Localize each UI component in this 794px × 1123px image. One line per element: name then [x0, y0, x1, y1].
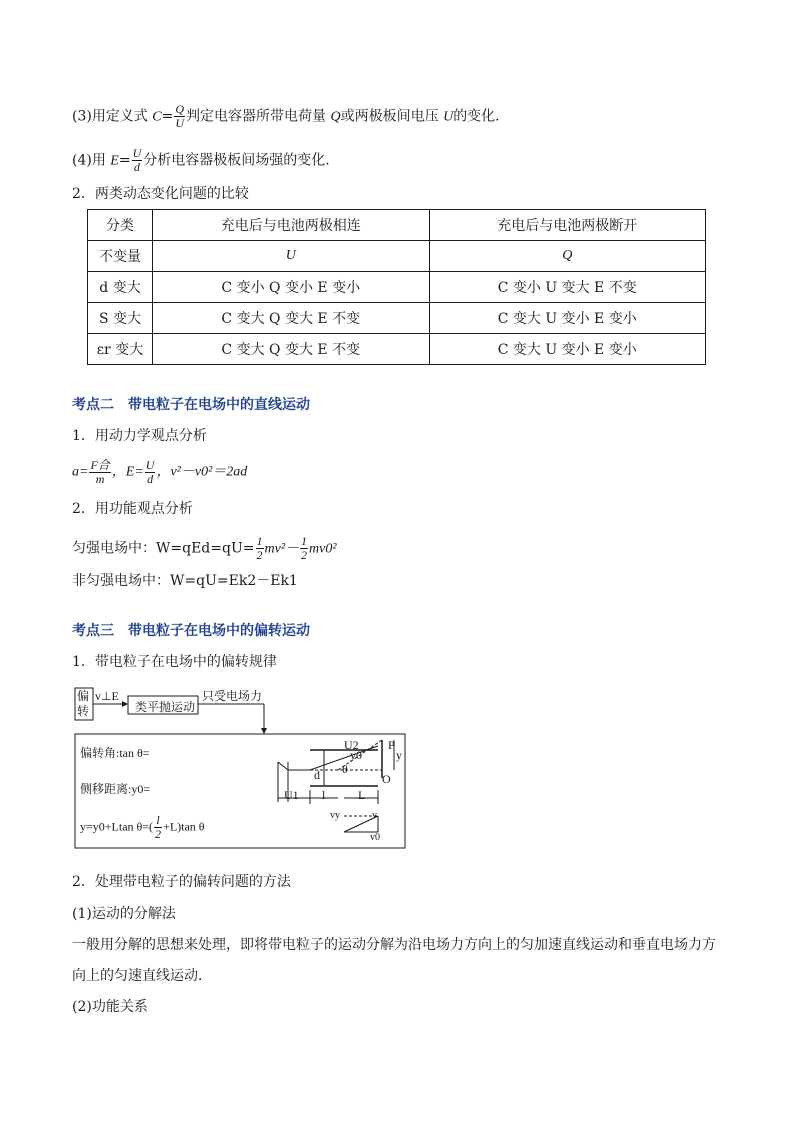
formula-part: y=y0+Ltan θ=(	[80, 819, 154, 834]
fraction-numerator: Q	[175, 102, 185, 116]
q-over-u-fraction	[174, 103, 185, 130]
u-over-d-fraction	[132, 147, 143, 174]
method-title: 2．处理带电粒子的偏转问题的方法	[72, 874, 291, 890]
u2-label: U2	[344, 738, 359, 752]
fraction-numerator: U	[145, 458, 155, 472]
fraction-denominator: 2	[256, 548, 263, 562]
table-cell: C 变大 U 变小 E 变小	[429, 334, 706, 365]
nonuniform-field-formula: 非匀强电场中：W=qU=Ek2－Ek1	[72, 573, 298, 589]
fraction-denominator: 2	[155, 827, 162, 841]
fraction-denominator: d	[133, 160, 140, 174]
table-cell: C 变大 Q 变大 E 不变	[153, 334, 430, 365]
table-row	[88, 334, 706, 365]
table-cell: 不变量	[88, 241, 153, 272]
perpendicular-condition: v⊥E	[95, 689, 119, 703]
decomposition-title: (1)运动的分解法	[72, 906, 176, 922]
energy-title: 2．用功能观点分析	[72, 501, 193, 517]
energy-relation-title: (2)功能关系	[72, 999, 148, 1015]
item-4-prefix: (4)用	[72, 152, 111, 169]
table-header-cell: 充电后与电池两极相连	[153, 210, 430, 241]
force-fraction	[89, 459, 110, 486]
fraction-numerator: l	[154, 814, 162, 828]
section-2-heading	[72, 396, 310, 414]
table-cell: C 变大 U 变小 E 变小	[429, 303, 706, 334]
table-header-cell: 充电后与电池两极断开	[429, 210, 706, 241]
section-2-number: 考点二	[72, 397, 114, 413]
table-cell: d 变大	[88, 272, 153, 303]
deflection-angle-formula: 偏转角:tan θ=	[80, 746, 150, 760]
equals-sign: =	[161, 108, 174, 125]
capacitance-symbol: C	[152, 109, 162, 125]
dynamics-formula	[72, 459, 247, 486]
half-fraction	[256, 535, 264, 562]
l-label: l	[322, 788, 326, 802]
item-4-text: 分析电容器极板间场强的变化．	[143, 152, 340, 169]
vy-label: vy	[330, 810, 340, 821]
uniform-field-formula	[72, 535, 337, 562]
half-l-fraction	[154, 814, 162, 841]
fraction-numerator: F合	[90, 458, 110, 472]
equals-sign: =	[118, 152, 131, 169]
table-row	[88, 303, 706, 334]
only-electric-force-label: 只受电场力	[202, 689, 263, 703]
decomposition-text-2: 向上的匀速直线运动．	[72, 968, 212, 984]
table-cell: C 变小 Q 变小 E 变小	[153, 272, 430, 303]
formula-part: mv²－	[264, 541, 300, 557]
deflection-rule-title: 1．带电粒子在电场中的偏转规律	[72, 654, 277, 670]
table-cell: U	[153, 241, 430, 272]
table-cell: S 变大	[88, 303, 153, 334]
fraction-numerator: 1	[256, 534, 263, 548]
fraction-denominator: U	[175, 116, 185, 130]
section-3-number: 考点三	[72, 623, 114, 639]
item-3-mid-text: 或两极板间电压	[340, 108, 444, 125]
fraction-denominator: d	[147, 472, 154, 486]
theta-label: θ	[342, 762, 348, 776]
field-symbol: E	[110, 153, 119, 169]
voltage-symbol: U	[443, 109, 454, 125]
big-l-label: L	[358, 788, 366, 802]
dynamics-title: 1．用动力学观点分析	[72, 428, 207, 444]
section-2-title: 带电粒子在电场中的直线运动	[128, 397, 310, 413]
item-3-line	[72, 103, 509, 130]
item-4-line	[72, 147, 339, 174]
field-fraction	[145, 459, 156, 486]
fraction-denominator: m	[95, 472, 105, 486]
formula-part: ，v²－v0²＝2ad	[156, 464, 248, 480]
table-header-cell: 分类	[88, 210, 153, 241]
table-cell: εr 变大	[88, 334, 153, 365]
formula-part: +L)tan θ	[163, 819, 205, 834]
table-cell: C 变大 Q 变大 E 不变	[153, 303, 430, 334]
half-fraction	[300, 535, 308, 562]
table-cell: C 变小 U 变大 E 不变	[429, 272, 706, 303]
v-label: v	[372, 810, 377, 821]
o-label: O	[382, 772, 391, 786]
table-row	[88, 272, 706, 303]
p-label: P	[388, 738, 395, 752]
charge-symbol: Q	[330, 109, 341, 125]
fraction-numerator: U	[132, 146, 142, 160]
table-cell: Q	[429, 241, 706, 272]
deflection-box-label: 偏转	[77, 689, 90, 718]
formula-part: 匀强电场中：W=qEd=qU=	[72, 540, 255, 557]
lateral-offset-formula: 侧移距离:y0=	[80, 782, 151, 796]
section-3-heading	[72, 622, 310, 640]
item-3-end-text: 的变化．	[453, 108, 510, 125]
projectile-box-label: 类平抛运动	[135, 700, 196, 714]
comparison-title: 2．两类动态变化问题的比较	[72, 186, 249, 202]
decomposition-text-1: 一般用分解的思想来处理，即将带电粒子的运动分解为沿电场力方向上的匀加速直线运动和垂直电场力方	[72, 937, 716, 953]
table-row	[88, 241, 706, 272]
v0-label: v0	[370, 832, 380, 843]
u1-label: U1	[284, 788, 299, 802]
item-3-prefix: (3)用定义式	[72, 108, 153, 125]
d-label: d	[314, 768, 320, 782]
comparison-table	[87, 209, 706, 365]
section-3-title: 带电粒子在电场中的偏转运动	[128, 623, 310, 639]
fraction-numerator: 1	[301, 534, 308, 548]
item-3-text: 判定电容器所带电荷量	[186, 108, 331, 125]
y-label: y	[396, 748, 402, 762]
total-offset-formula	[80, 814, 205, 841]
formula-part: a=	[72, 464, 89, 480]
deflection-figure	[72, 686, 407, 850]
formula-part: mv0²	[309, 541, 337, 557]
table-header-row	[88, 210, 706, 241]
y0-label: y0	[350, 748, 362, 762]
formula-part: ，E=	[111, 464, 144, 480]
fraction-denominator: 2	[301, 548, 308, 562]
